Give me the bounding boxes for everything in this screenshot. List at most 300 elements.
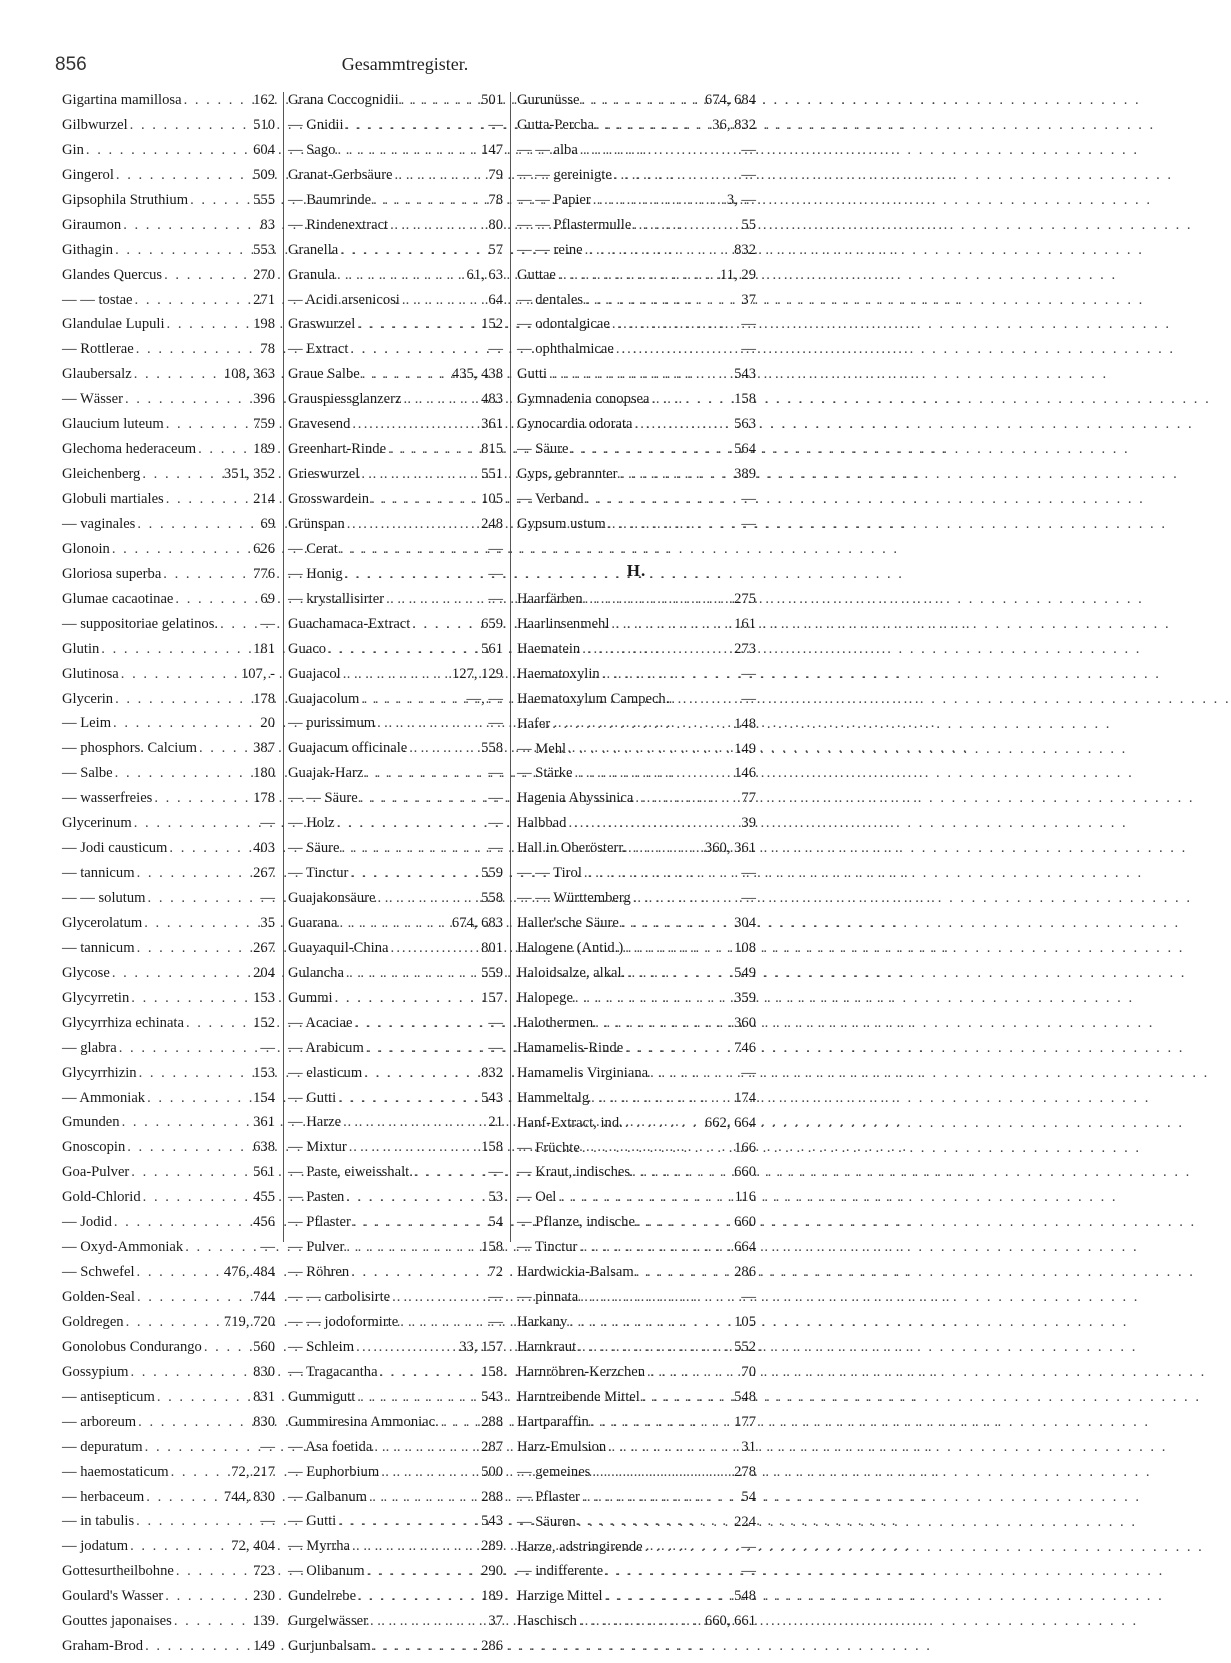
- entry-page-numbers: 78: [260, 341, 275, 358]
- index-entry: [62, 267, 275, 292]
- index-entry: [288, 1389, 503, 1414]
- leader-dots: [556, 267, 720, 284]
- entry-term: Glutin: [62, 640, 100, 657]
- entry-page-numbers: —: [488, 715, 503, 732]
- entry-page-numbers: 361: [481, 416, 503, 433]
- entry-page-numbers: 548: [734, 1388, 756, 1405]
- entry-page-numbers: 815: [481, 441, 503, 458]
- entry-page-numbers: 561: [253, 1164, 275, 1181]
- entry-term: — Röhren: [288, 1264, 350, 1281]
- index-entry: [517, 741, 756, 766]
- index-entry: [288, 1314, 503, 1339]
- leader-dots: [162, 267, 253, 284]
- entry-page-numbers: 832: [734, 241, 756, 258]
- index-entry: [62, 142, 275, 167]
- entry-term: — herbaceum: [62, 1488, 145, 1505]
- index-entry: [62, 1389, 275, 1414]
- entry-page-numbers: —: [488, 590, 503, 607]
- entry-page-numbers: —: [488, 1289, 503, 1305]
- index-entry: [62, 316, 275, 341]
- leader-dots: [573, 990, 734, 1007]
- entry-page-numbers: 553: [253, 241, 275, 258]
- entry-term: Haarfärben: [517, 590, 583, 607]
- index-entry: [517, 117, 756, 142]
- entry-term: Gutta-Percha: [517, 116, 594, 133]
- index-entry: [288, 1538, 503, 1563]
- entry-page-numbers: 289: [481, 1538, 503, 1555]
- entry-term: Goldregen: [62, 1313, 124, 1330]
- entry-term: Golden-Seal: [62, 1289, 135, 1305]
- leader-dots: [351, 1214, 489, 1231]
- index-entry: [517, 1514, 756, 1539]
- leader-dots: [183, 1239, 260, 1256]
- entry-term: — Säuren: [517, 1513, 576, 1530]
- index-entry: [62, 217, 275, 242]
- index-entry: [517, 416, 756, 441]
- entry-page-numbers: 154: [253, 1089, 275, 1106]
- leader-dots: [135, 940, 254, 957]
- leader-dots: [577, 1613, 705, 1630]
- index-entry: [517, 391, 756, 416]
- index-entry: [62, 466, 275, 491]
- index-entry: [62, 167, 275, 192]
- entry-term: Grosswardein: [288, 491, 370, 507]
- index-column-2: [288, 92, 503, 1663]
- index-entry: [288, 167, 503, 192]
- index-entry: [62, 1139, 275, 1164]
- entry-page-numbers: 20: [260, 715, 275, 732]
- index-entry: [517, 1364, 756, 1389]
- entry-page-numbers: 149: [253, 1638, 275, 1655]
- leader-dots: [580, 1489, 742, 1506]
- leader-dots: [625, 965, 734, 982]
- entry-page-numbers: —: [488, 116, 503, 133]
- entry-page-numbers: —: [260, 815, 275, 832]
- entry-page-numbers: 558: [481, 890, 503, 906]
- entry-page-numbers: 177: [734, 1413, 756, 1430]
- entry-page-numbers: 72, 404: [231, 1538, 275, 1555]
- index-entry: [288, 740, 503, 765]
- leader-dots: [583, 292, 741, 309]
- entry-term: — Galbanum: [288, 1488, 368, 1505]
- leader-dots: [120, 1114, 254, 1131]
- entry-term: — Salbe: [62, 765, 113, 782]
- entry-term: Harze, adstringirende: [517, 1538, 643, 1555]
- leader-dots: [583, 242, 734, 259]
- entry-term: Gulancha: [288, 964, 344, 981]
- entry-page-numbers: 80: [488, 216, 503, 233]
- entry-term: Guajacolum: [288, 690, 360, 707]
- index-entry: [62, 865, 275, 890]
- leader-dots: [618, 466, 735, 483]
- entry-term: Halopege: [517, 989, 573, 1006]
- entry-term: — Schwefel: [62, 1264, 135, 1281]
- entry-page-numbers: 359: [734, 989, 756, 1006]
- index-entry: [517, 1464, 756, 1489]
- entry-page-numbers: 286: [734, 1264, 756, 1281]
- leader-dots: [576, 1339, 734, 1356]
- leader-dots: [121, 217, 260, 234]
- leader-dots: [631, 217, 741, 234]
- entry-page-numbers: 267: [253, 939, 275, 956]
- entry-term: — purissimum: [288, 715, 376, 732]
- index-entry: [62, 591, 275, 616]
- leader-dots: [143, 1439, 261, 1456]
- entry-page-numbers: 455: [253, 1189, 275, 1206]
- index-entry: [62, 541, 275, 566]
- entry-term: — Sago: [288, 141, 336, 158]
- entry-page-numbers: —: [741, 316, 756, 333]
- entry-page-numbers: 396: [253, 391, 275, 408]
- index-entry: [288, 292, 503, 317]
- entry-page-numbers: 510: [253, 116, 275, 133]
- entry-term: — — jodoformirte: [288, 1313, 399, 1330]
- index-entry: [62, 790, 275, 815]
- index-entry: [288, 117, 503, 142]
- entry-term: Giraumon: [62, 216, 122, 233]
- entry-term: Grieswurzel: [288, 466, 360, 483]
- entry-page-numbers: 152: [253, 1014, 275, 1031]
- entry-term: Harz-Emulsion: [517, 1438, 607, 1455]
- index-entry: [517, 765, 756, 790]
- index-entry: [517, 716, 756, 741]
- leader-dots: [338, 242, 488, 259]
- index-entry: [288, 616, 503, 641]
- index-entry: [517, 915, 756, 940]
- leader-dots: [173, 591, 260, 608]
- index-entry: [62, 1239, 275, 1264]
- entry-page-numbers: 158: [481, 1239, 503, 1256]
- entry-term: — Rindenextract: [288, 216, 389, 233]
- entry-page-numbers: 660: [734, 1214, 756, 1231]
- index-entry: [517, 1289, 756, 1314]
- leader-dots: [367, 1489, 481, 1506]
- entry-term: Grauspiessglanzerz: [288, 391, 402, 408]
- entry-term: Gottesurtheilbohne: [62, 1563, 174, 1580]
- entry-page-numbers: 389: [734, 466, 756, 483]
- entry-term: — Arabicum: [288, 1039, 364, 1056]
- index-entry: [288, 1289, 503, 1314]
- entry-page-numbers: 54: [488, 1214, 503, 1231]
- entry-term: Granat-Gerbsäure: [288, 166, 393, 183]
- entry-page-numbers: —: [488, 540, 503, 557]
- entry-term: — Holz: [288, 815, 335, 832]
- entry-term: Guajacol: [288, 665, 341, 682]
- entry-term: — Cerat: [288, 540, 338, 557]
- leader-dots: [359, 691, 466, 708]
- index-entry: [288, 516, 503, 541]
- entry-term: — Pflanze, indische: [517, 1214, 635, 1231]
- entry-term: — Verband: [517, 491, 584, 507]
- entry-term: Gurgelwässer: [288, 1613, 368, 1630]
- index-entry: [517, 267, 756, 292]
- leader-dots: [376, 890, 482, 907]
- index-entry: [288, 1489, 503, 1514]
- index-columns: [62, 92, 756, 1655]
- leader-dots: [164, 491, 253, 508]
- entry-term: Harzige Mittel: [517, 1588, 603, 1605]
- entry-page-numbers: 139: [253, 1613, 275, 1630]
- entry-page-numbers: 564: [734, 441, 756, 458]
- leader-dots: [338, 541, 489, 558]
- leader-dots: [169, 1464, 232, 1481]
- entry-page-numbers: 158: [481, 1363, 503, 1380]
- index-entry: [517, 1563, 756, 1588]
- entry-term: — — gereinigte: [517, 166, 612, 183]
- entry-page-numbers: 271: [253, 291, 275, 308]
- leader-dots: [360, 366, 452, 383]
- index-entry: [517, 591, 756, 616]
- index-entry: [288, 391, 503, 416]
- entry-page-numbers: 64: [488, 291, 503, 308]
- index-entry: [62, 691, 275, 716]
- entry-page-numbers: —: [488, 840, 503, 857]
- leader-dots: [350, 416, 481, 433]
- entry-term: — Pflaster: [288, 1214, 351, 1231]
- entry-term: — — carbolisirte: [288, 1289, 391, 1305]
- entry-term: Gnoscopin: [62, 1139, 126, 1156]
- index-entry: [62, 1065, 275, 1090]
- leader-dots: [339, 840, 488, 857]
- leader-dots: [365, 1563, 481, 1580]
- entry-page-numbers: 39: [741, 815, 756, 832]
- entry-page-numbers: 275: [734, 590, 756, 607]
- index-entry: [517, 890, 756, 915]
- index-entry: [62, 441, 275, 466]
- entry-page-numbers: 77: [741, 790, 756, 807]
- index-entry: [62, 1613, 275, 1638]
- entry-term: Guachamaca-Extract: [288, 615, 411, 632]
- leader-dots: [344, 117, 489, 134]
- index-entry: [62, 1339, 275, 1364]
- entry-term: Glycerolatum: [62, 914, 143, 931]
- entry-page-numbers: 174: [734, 1089, 756, 1106]
- entry-page-numbers: 224: [734, 1513, 756, 1530]
- leader-dots: [341, 666, 452, 683]
- leader-dots: [333, 990, 482, 1007]
- entry-term: — Honig: [288, 565, 343, 582]
- leader-dots: [348, 865, 481, 882]
- entry-term: Glycyrrhiza echinata: [62, 1014, 184, 1031]
- leader-dots: [591, 192, 727, 209]
- leader-dots: [352, 1015, 488, 1032]
- leader-dots: [155, 1389, 253, 1406]
- leader-dots: [336, 1090, 481, 1107]
- entry-term: Hafer: [517, 715, 551, 732]
- entry-page-numbers: 626: [253, 540, 275, 557]
- index-entry: [62, 566, 275, 591]
- entry-page-numbers: 831: [253, 1388, 275, 1405]
- leader-dots: [369, 491, 481, 508]
- entry-term: — Rottlerae: [62, 341, 134, 358]
- index-entry: [517, 666, 756, 691]
- index-entry: [517, 1140, 756, 1165]
- entry-page-numbers: 549: [734, 964, 756, 981]
- leader-dots: [579, 92, 704, 109]
- index-entry: [62, 1513, 275, 1538]
- leader-dots: [640, 1389, 734, 1406]
- entry-term: — depuratum: [62, 1438, 143, 1455]
- entry-page-numbers: 744: [253, 1289, 275, 1305]
- index-entry: [288, 267, 503, 292]
- leader-dots: [372, 1439, 481, 1456]
- index-entry: [62, 1489, 275, 1514]
- leader-dots: [123, 391, 253, 408]
- leader-dots: [218, 616, 260, 633]
- index-entry: [62, 666, 275, 691]
- entry-term: Hagenia Abyssinica: [517, 790, 634, 807]
- entry-term: — Tinctur: [517, 1239, 578, 1256]
- leader-dots: [389, 940, 482, 957]
- index-column-1: [62, 92, 275, 1663]
- index-entry: [288, 1065, 503, 1090]
- entry-term: Gundelrebe: [288, 1588, 357, 1605]
- entry-page-numbers: 500: [481, 1463, 503, 1480]
- entry-page-numbers: 57: [488, 241, 503, 258]
- index-entry: [62, 1040, 275, 1065]
- index-entry: [62, 416, 275, 441]
- entry-page-numbers: 178: [253, 790, 275, 807]
- entry-page-numbers: 543: [734, 366, 756, 383]
- entry-term: Gyps, gebrannter: [517, 466, 618, 483]
- entry-term: Gold-Chlorid: [62, 1189, 141, 1206]
- leader-dots: [345, 516, 481, 533]
- entry-term: Harnkraut: [517, 1339, 577, 1355]
- leader-dots: [643, 1539, 742, 1556]
- entry-page-numbers: 559: [481, 964, 503, 981]
- leader-dots: [614, 341, 742, 358]
- entry-page-numbers: —: [741, 1538, 756, 1555]
- leader-dots: [137, 1065, 254, 1082]
- entry-term: Guajacum officinale: [288, 740, 408, 757]
- leader-dots: [619, 915, 734, 932]
- index-entry: [517, 366, 756, 391]
- entry-page-numbers: 69: [260, 590, 275, 607]
- index-entry: [288, 715, 503, 740]
- entry-term: — odontalgicae: [517, 316, 610, 333]
- entry-page-numbers: 105: [734, 1314, 756, 1331]
- entry-page-numbers: 501: [481, 92, 503, 108]
- index-entry: [288, 217, 503, 242]
- leader-dots: [354, 1339, 459, 1356]
- entry-term: Gypsum ustum: [517, 515, 606, 532]
- entry-term: — Schleim: [288, 1338, 355, 1355]
- entry-term: Gin: [62, 141, 84, 158]
- index-entry: [62, 1588, 275, 1613]
- leader-dots: [556, 1189, 734, 1206]
- leader-dots: [343, 566, 489, 583]
- section-letter-heading: H.: [626, 560, 647, 580]
- entry-term: Gummiresina Ammoniac.: [288, 1413, 439, 1430]
- entry-term: — — tostae: [62, 291, 133, 308]
- entry-page-numbers: 72, 217: [231, 1463, 275, 1480]
- entry-page-numbers: 108, 363: [223, 366, 275, 383]
- leader-dots: [112, 1214, 253, 1231]
- index-entry: [62, 915, 275, 940]
- leader-dots: [606, 516, 742, 533]
- entry-term: — Früchte: [517, 1139, 580, 1156]
- entry-page-numbers: —: [741, 141, 756, 158]
- entry-term: Gossypium: [62, 1363, 129, 1380]
- entry-term: — Mixtur: [288, 1139, 347, 1156]
- leader-dots: [117, 1040, 261, 1057]
- entry-page-numbers: —: [741, 515, 756, 532]
- index-entry: [517, 1339, 756, 1364]
- entry-page-numbers: 746: [734, 1039, 756, 1056]
- leader-dots: [410, 616, 481, 633]
- index-entry: [62, 890, 275, 915]
- entry-term: — Pasten: [288, 1189, 345, 1206]
- leader-dots: [626, 840, 705, 857]
- entry-page-numbers: —: [488, 790, 503, 807]
- entry-term: Haarlinsenmehl: [517, 615, 610, 632]
- entry-page-numbers: 162: [253, 92, 275, 108]
- leader-dots: [152, 790, 253, 807]
- entry-page-numbers: —: [488, 341, 503, 358]
- leader-dots: [335, 815, 489, 832]
- entry-page-numbers: 55: [741, 216, 756, 233]
- entry-term: Glandes Quercus: [62, 266, 163, 283]
- entry-page-numbers: 83: [260, 216, 275, 233]
- entry-term: Guttae: [517, 266, 556, 283]
- leader-dots: [344, 1239, 481, 1256]
- entry-term: Glonoin: [62, 540, 110, 557]
- leader-dots: [143, 1638, 253, 1655]
- entry-page-numbers: 267: [253, 865, 275, 882]
- index-entry: [288, 840, 503, 865]
- leader-dots: [167, 840, 253, 857]
- entry-term: Gleichenberg: [62, 466, 141, 483]
- entry-term: — Oxyd-Ammoniak: [62, 1239, 184, 1256]
- entry-term: Harnröhren-Kerzchen: [517, 1363, 646, 1380]
- index-entry: [62, 1214, 275, 1239]
- index-entry: [62, 1563, 275, 1588]
- leader-dots: [375, 715, 488, 732]
- index-entry: [517, 815, 756, 840]
- entry-page-numbers: 509: [253, 166, 275, 183]
- leader-dots: [99, 641, 253, 658]
- leader-dots: [580, 641, 734, 658]
- entry-term: Grana Coccognidii: [288, 92, 399, 108]
- entry-term: Gipsophila Struthium: [62, 191, 189, 208]
- entry-term: Haematoxylum Campech.: [517, 690, 670, 707]
- leader-dots: [634, 1264, 734, 1281]
- entry-page-numbers: 270: [253, 266, 275, 283]
- index-entry: [62, 990, 275, 1015]
- entry-page-numbers: 3, —: [726, 191, 756, 208]
- index-entry: [62, 740, 275, 765]
- leader-dots: [632, 416, 734, 433]
- entry-term: Haschisch: [517, 1613, 577, 1630]
- entry-term: Gutti: [517, 366, 547, 383]
- entry-term: Greenhart-Rinde: [288, 441, 387, 458]
- entry-term: Goa-Pulver: [62, 1164, 130, 1181]
- entry-term: Glycerin: [62, 690, 114, 707]
- entry-page-numbers: 776: [253, 565, 275, 582]
- index-entry: [517, 1314, 756, 1339]
- index-entry: [288, 815, 503, 840]
- entry-term: — — alba: [517, 141, 578, 158]
- leader-dots: [135, 1264, 224, 1281]
- index-entry: [62, 391, 275, 416]
- entry-term: Glycyrrhizin: [62, 1064, 137, 1081]
- entry-term: Gurunüsse: [517, 92, 580, 108]
- leader-dots: [623, 1040, 734, 1057]
- leader-dots: [606, 1439, 741, 1456]
- leader-dots: [439, 1414, 481, 1431]
- index-entry: [62, 1015, 275, 1040]
- entry-page-numbers: 61, 63: [466, 266, 503, 283]
